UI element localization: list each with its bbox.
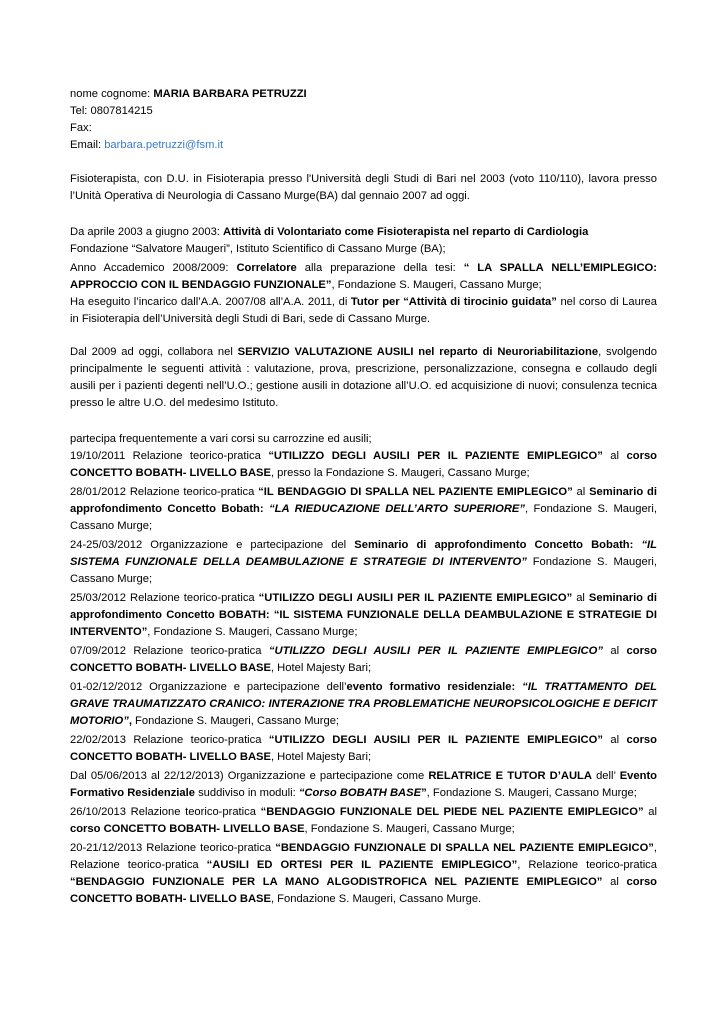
course-entry: 26/10/2013 Relazione teorico-pratica “BENDAGGIO FUNZIONALE DEL PIEDE NEL PAZIENTE EMIPLEGICO” al corso CONCETTO BOBATH- LIVELLO BASE, Fondazione S. Maugeri, Cassano Murge;: [70, 806, 657, 835]
course-entry: 22/02/2013 Relazione teorico-pratica “UTILIZZO DEGLI AUSILI PER IL PAZIENTE EMIPLEGICO” al corso CONCETTO BOBATH- LIVELLO BASE, Hotel Majesty Bari;: [70, 734, 657, 763]
servizio-paragraph: [70, 344, 657, 412]
contact-email-line: [70, 137, 657, 154]
servizio-text: , svolgendo principalmente le seguenti attività : valutazione, prova, prescrizione, personalizzazione, consegna e collaudo degli ausili per i pazienti degenti nell’U.O.; gestione ausili in dotazione all’U.O. ed acquisizione di nuovi; consulenza tecnica presso le altre U.O. del medesimo Istituto.: [70, 346, 657, 409]
course-entry: 24-25/03/2012 Organizzazione e partecipazione del Seminario di approfondimento Concetto Bobath: “IL SISTEMA FUNZIONALE DELLA DEAMBULAZIONE E STRATEGIE DI INTERVENTO” Fondazione S. Maugeri, Cassano Murge;: [70, 539, 658, 585]
exp-role: Correlatore: [236, 262, 297, 274]
experience-volontariato: [70, 224, 657, 258]
exp-text: nel corso di Laurea in Fisioterapia dell’Università degli Studi di Bari, sede di Cassano Murge.: [70, 296, 657, 325]
course-entry: 28/01/2012 Relazione teorico-pratica “IL BENDAGGIO DI SPALLA NEL PAZIENTE EMIPLEGICO” al Seminario di approfondimento Concetto Bobath: “LA RIEDUCAZIONE DELL’ARTO SUPERIORE”, Fondazione S. Maugeri, Cassano Murge;: [70, 486, 657, 532]
exp-place: , Fondazione S. Maugeri, Cassano Murge;: [331, 279, 542, 291]
course-entry: 01-02/12/2012 Organizzazione e partecipazione dell’evento formativo residenziale: “IL TRATTAMENTO DEL GRAVE TRAUMATIZZATO CRANICO: INTERAZIONE TRA PROBLEMATICHE NEUROPSICOLOGICHE E DEFICIT MOTORIO”, Fondazione S. Maugeri, Cassano Murge;: [70, 681, 658, 727]
course-entry: 19/10/2011 Relazione teorico-pratica “UTILIZZO DEGLI AUSILI PER IL PAZIENTE EMIPLEGICO” al corso CONCETTO BOBATH- LIVELLO BASE, presso la Fondazione S. Maugeri, Cassano Murge;: [70, 450, 657, 479]
servizio-title: SERVIZIO VALUTAZIONE AUSILI nel reparto di Neuroriabilitazione: [237, 346, 599, 358]
course-entry: 07/09/2012 Relazione teorico-pratica “UTILIZZO DEGLI AUSILI PER IL PAZIENTE EMIPLEGICO” al corso CONCETTO BOBATH- LIVELLO BASE, Hotel Majesty Bari;: [70, 645, 657, 674]
exp-role: Attività di Volontariato come Fisioterapista nel reparto di Cardiologia: [223, 226, 589, 238]
intro-paragraph: Fisioterapista, con D.U. in Fisioterapia presso l'Università degli Studi di Bari nel 2003 (voto 110/110), lavora presso l’Unità Operativa di Neurologia di Cassano Murge(BA) dal gennaio 2007 ad oggi.: [70, 173, 657, 202]
contact-tel: Tel: 0807814215: [70, 105, 153, 117]
exp-date: Da aprile 2003 a giugno 2003:: [70, 226, 224, 238]
courses-intro: partecipa frequentemente a vari corsi su carrozzine ed ausili;: [70, 433, 372, 445]
exp-text: Ha eseguito l’incarico dall’A.A. 2007/08 all’A.A. 2011, di: [70, 296, 351, 308]
exp-text: alla preparazione della tesi:: [296, 262, 464, 274]
email-label: Email:: [70, 139, 105, 151]
experience-tutor: [70, 294, 657, 328]
experience-correlatore: [70, 260, 657, 294]
exp-place: Fondazione “Salvatore Maugeri”, Istituto Scientifico di Cassano Murge (BA);: [70, 243, 446, 255]
servizio-text: Dal 2009 ad oggi, collabora nel: [70, 346, 238, 358]
course-entry: Dal 05/06/2013 al 22/12/2013) Organizzazione e partecipazione come RELATRICE E TUTOR D’AULA dell’ Evento Formativo Residenziale suddiviso in moduli: “Corso BOBATH BASE”, Fondazione S. Maugeri, Cassano Murge;: [70, 770, 658, 799]
person-name: MARIA BARBARA PETRUZZI: [153, 88, 307, 100]
document-page: [70, 86, 657, 908]
email-link[interactable]: barbara.petruzzi@fsm.it: [104, 139, 224, 151]
course-entry: 20-21/12/2013 Relazione teorico-pratica “BENDAGGIO FUNZIONALE DI SPALLA NEL PAZIENTE EMIPLEGICO”, Relazione teorico-pratica “AUSILI ED ORTESI PER IL PAZIENTE EMIPLEGICO”, Relazione teorico-pratica “BENDAGGIO FUNZIONALE PER LA MANO ALGODISTROFICA NEL PAZIENTE EMIPLEGICO” al corso CONCETTO BOBATH- LIVELLO BASE, Fondazione S. Maugeri, Cassano Murge.: [70, 842, 658, 905]
thesis-title: “ LA SPALLA NELL’EMIPLEGICO: APPROCCIO CON IL BENDAGGIO FUNZIONALE”: [70, 262, 657, 291]
course-entry: 25/03/2012 Relazione teorico-pratica “UTILIZZO DEGLI AUSILI PER IL PAZIENTE EMIPLEGICO” al Seminario di approfondimento Concetto BOBATH: “IL SISTEMA FUNZIONALE DELLA DEAMBULAZIONE E STRATEGIE DI INTERVENTO”, Fondazione S. Maugeri, Cassano Murge;: [70, 592, 657, 638]
exp-role: Tutor per “Attività di tirocinio guidata”: [350, 296, 557, 308]
contact-fax: Fax:: [70, 122, 92, 134]
name-label: nome cognome:: [70, 88, 154, 100]
exp-year: Anno Accademico 2008/2009:: [70, 262, 237, 274]
contact-name-line: [70, 86, 657, 103]
